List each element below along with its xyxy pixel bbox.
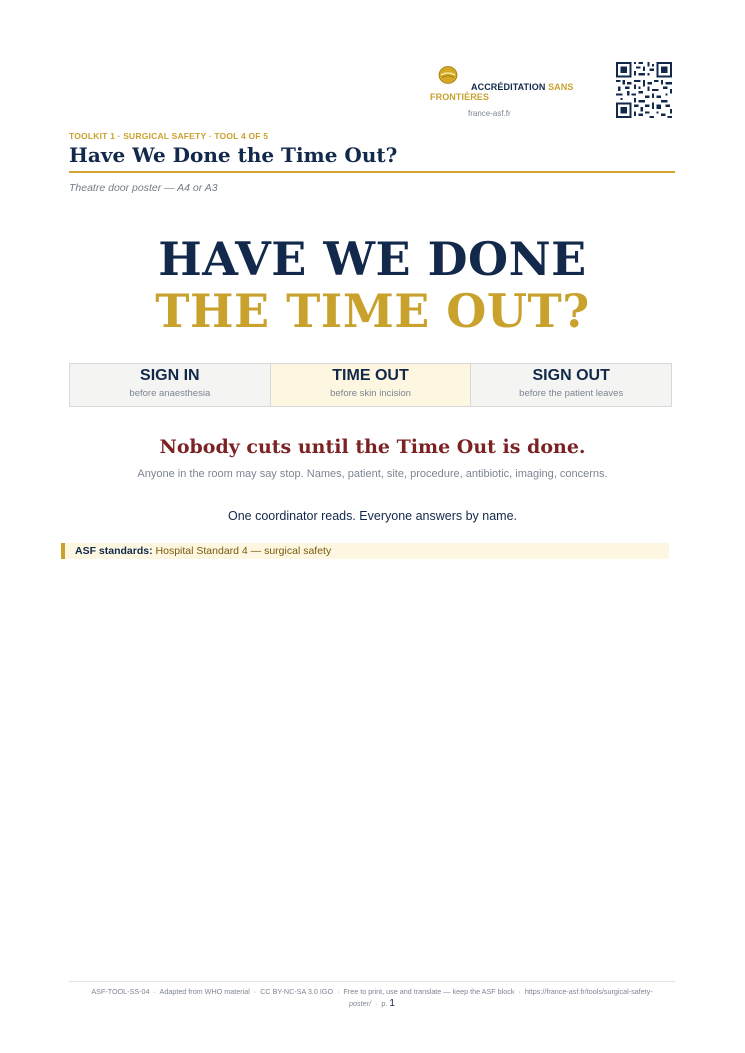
key-rule: Nobody cuts until the Time Out is done. [159,436,586,458]
coordinator-guidance: One coordinator reads. Everyone answers by name. [227,509,518,523]
brand-name [430,82,590,102]
footer-url[interactable]: https://france-asf.fr/tools/surgical-safety- [524,987,653,996]
footer-adapted: Adapted from WHO material [159,987,250,996]
qr-code-icon [616,62,672,118]
title-divider [69,171,675,173]
page-subtitle: Theatre door poster — A4 or A3 [69,182,218,194]
toolkit-kicker: TOOLKIT 1 · SURGICAL SAFETY · TOOL 4 OF 5 [69,131,269,141]
brand-name-part1: ACCRÉDITATION [471,82,546,92]
footer-code: ASF-TOOL-SS-04 [91,987,150,996]
page-footer: ASF-TOOL-SS-04 · Adapted from WHO material · CC BY-NC-SA 3.0 IGO · Free to print, use and translate — keep the ASF block · https://france-asf.fr/tools/surgical-safety- poster/ · p. 1 [91,987,653,1009]
page-title: Have We Done the Time Out? [69,143,398,167]
brand-name-part2: SANS [548,82,574,92]
standards-label: ASF standards: [75,545,153,557]
poster-headline-line2: THE TIME OUT? [155,284,590,338]
standards-callout [61,543,669,559]
footer-url-end[interactable]: poster/ [349,999,372,1008]
phase-desc: before anaesthesia [129,388,211,399]
brand-name-part3: FRONTIÈRES [430,92,490,102]
phase-desc: before skin incision [330,388,411,399]
brand-url[interactable]: france-asf.fr [468,109,511,118]
footer-print-note: Free to print, use and translate — keep the ASF block [343,987,515,996]
footer-page-number: 1 [389,998,395,1009]
phase-name: TIME OUT [332,367,409,384]
phase-sign-out [471,364,671,406]
phase-desc: before the patient leaves [519,388,624,399]
stop-guidance: Anyone in the room may say stop. Names, patient, site, procedure, antibiotic, imaging, concerns. [137,468,608,480]
footer-divider [69,981,675,982]
standards-text: Hospital Standard 4 — surgical safety [155,545,332,557]
phase-name: SIGN OUT [532,367,610,384]
poster-headline-line1: HAVE WE DONE [158,232,587,286]
phase-time-out [271,364,472,406]
footer-license: CC BY-NC-SA 3.0 IGO [260,987,334,996]
phase-name: SIGN IN [140,367,200,384]
footer-page-label: p. [381,999,388,1008]
phase-sign-in [70,364,271,406]
checklist-phases [69,363,672,407]
